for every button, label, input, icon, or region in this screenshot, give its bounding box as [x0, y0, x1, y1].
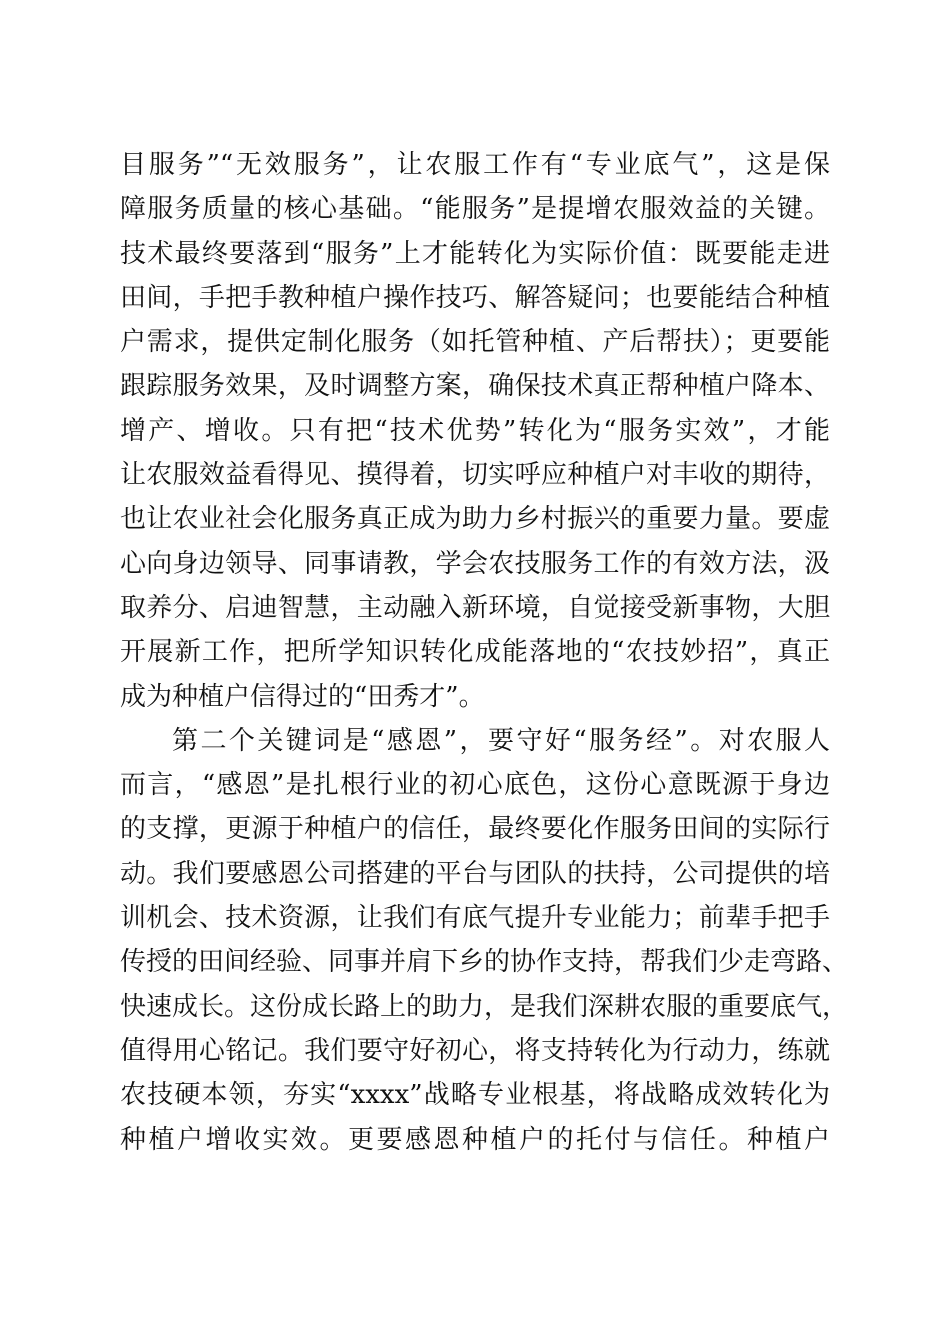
text-line: 障服务质量的核心基础。“能服务”是提增农服效益的关键。 — [120, 194, 830, 225]
text-line: 跟踪服务效果，及时调整方案，确保技术真正帮种植户降本、 — [120, 371, 830, 402]
text-line: 心向身边领导、同事请教，学会农技服务工作的有效方法，汲 — [120, 548, 830, 579]
paragraph-end-line: 成为种植户信得过的“田秀才”。 — [120, 681, 485, 712]
text-line: 的支撑，更源于种植户的信任，最终要化作服务田间的实际行 — [120, 814, 830, 845]
text-line: 开展新工作，把所学知识转化成能落地的“农技妙招”，真正 — [120, 637, 830, 668]
text-line: 动。我们要感恩公司搭建的平台与团队的扶持，公司提供的培 — [120, 858, 830, 889]
text-line: 农技硬本领，夯实“xxxx”战略专业根基，将战略成效转化为 — [120, 1080, 830, 1111]
text-line: 让农服效益看得见、摸得着，切实呼应种植户对丰收的期待， — [120, 460, 830, 491]
text-line: 田间，手把手教种植户操作技巧、解答疑问；也要能结合种植 — [120, 282, 830, 313]
text-line: 目服务”“无效服务”，让农服工作有“专业底气”，这是保 — [120, 150, 830, 180]
text-line: 训机会、技术资源，让我们有底气提升专业能力；前辈手把手 — [120, 903, 830, 934]
text-line: 户需求，提供定制化服务（如托管种植、产后帮扶）；更要能 — [120, 327, 830, 358]
text-line: 值得用心铭记。我们要守好初心，将支持转化为行动力，练就 — [120, 1035, 830, 1066]
text-line: 也让农业社会化服务真正成为助力乡村振兴的重要力量。要虚 — [120, 504, 830, 535]
text-line: 传授的田间经验、同事并肩下乡的协作支持，帮我们少走弯路、 — [120, 947, 849, 978]
text-line: 而言，“感恩”是扎根行业的初心底色，这份心意既源于身边 — [120, 770, 830, 801]
text-line: 快速成长。这份成长路上的助力，是我们深耕农服的重要底气， — [120, 991, 849, 1022]
text-line: 技术最终要落到“服务”上才能转化为实际价值：既要能走进 — [120, 238, 830, 269]
text-line: 增产、增收。只有把“技术优势”转化为“服务实效”，才能 — [120, 415, 830, 446]
body-text — [120, 143, 849, 1162]
text-line: 种植户增收实效。更要感恩种植户的托付与信任。种植户 — [120, 1124, 830, 1155]
text-line: 取养分、启迪智慧，主动融入新环境，自觉接受新事物，大胆 — [120, 592, 830, 623]
paragraph-start-line: 第二个关键词是“感恩”，要守好“服务经”。对农服人 — [172, 725, 830, 756]
